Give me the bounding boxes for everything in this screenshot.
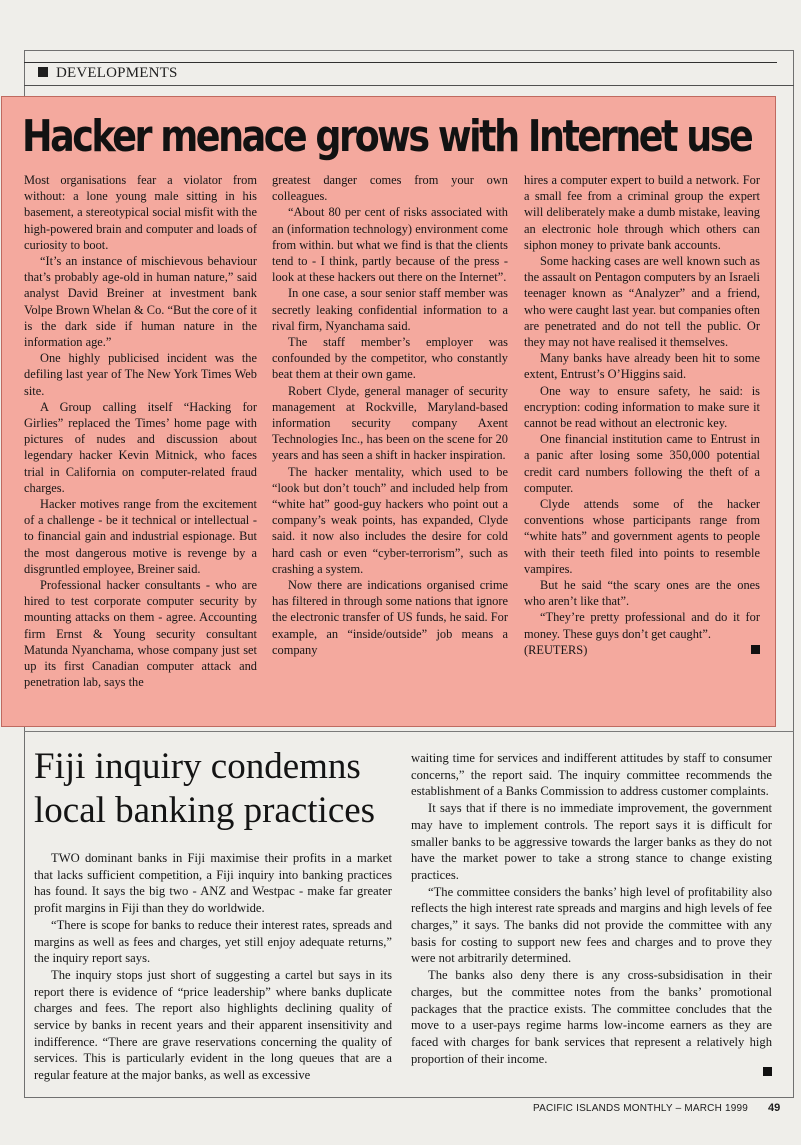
paragraph: Many banks have already been hit to some extent, Entrust’s O’Higgins said.: [524, 351, 760, 382]
end-mark-icon: [763, 1067, 772, 1076]
section-header: [38, 65, 178, 82]
section-top-rule: [24, 62, 777, 63]
paragraph: Hacker motives range from the excitement of a challenge - be it technical or intellectual - to financial gain and industrial espionage. But the most dangerous motive is revenge by a disgruntled employee, Breiner said.: [24, 497, 257, 576]
paragraph: Most organisations fear a violator from without: a lone young male sitting in his basement, a stereotypical social misfit with the high-powered brain and computer and loads of curiosity to boot.: [24, 173, 257, 252]
paragraph: Robert Clyde, general manager of security management at Rockville, Maryland-based information security company Axent Technologies Inc., has been on the scene for 20 years and has seen a shift in hacker inspiration.: [272, 383, 508, 463]
paragraph: “They’re pretty professional and do it for money. These guys don’t get caught”.: [524, 610, 760, 641]
paragraph: One financial institution came to Entrust in a panic after losing some 350,000 potential credit card numbers following the theft of a computer.: [524, 432, 760, 495]
paragraph: Professional hacker consultants - who are hired to test corporate computer security by mounting attacks on them - agree. Accounting firm Ernst & Young security consultant Matunda Nyanchama, whose company just set up its first Canadian computer attack and penetration lab, says the: [24, 578, 257, 690]
byline-row: [524, 642, 760, 658]
byline: (REUTERS): [524, 642, 588, 657]
paragraph: It says that if there is no immediate improvement, the government may have to implement controls. The report says it is difficult for smaller banks to be aggressive towards the larger banks as they do not have the market power to take a strong stance to change existing practices.: [411, 801, 772, 882]
paragraph: One highly publicised incident was the defiling last year of The New York Times Web site.: [24, 351, 257, 398]
paragraph: “It’s an instance of mischievous behaviour that’s probably age-old in human nature,” said analyst David Breiner at investment bank Volpe Brown Whelan & Co. “But the core of it is the dark side if human nature in the information age.”: [24, 254, 257, 350]
paragraph: The inquiry stops just short of suggesting a cartel but says in its report there is evidence of “price leadership” where banks duplicate charges and fees. The report also highlights declining quality of service by banks in recent years and their apparent insensitivity and indifference. “There are grave reservations concerning the quality of services. This is particularly evident in the long queues that are a regular feature at the major banks, as well as excessive: [34, 967, 392, 1083]
paragraph: greatest danger comes from your own colleagues.: [272, 173, 508, 204]
hacker-article-column-1: [24, 172, 257, 717]
fiji-article-column-1: [34, 850, 392, 1090]
hacker-article-column-3: [524, 172, 760, 717]
paragraph: Now there are indications organised crime has filtered in through some nations that ignore the electronic transfer of US funds, he said. For example, an “inside/outside” job means a company: [272, 578, 508, 657]
hacker-article-headline: Hacker menace grows with Internet use: [22, 111, 752, 162]
section-bullet-icon: [38, 67, 48, 77]
article-divider: [24, 731, 794, 732]
paragraph: “There is scope for banks to reduce their interest rates, spreads and margins as well as fees and charges, yet still enjoy adequate returns,” the inquiry report says.: [34, 917, 392, 966]
hacker-article-column-2: [272, 172, 508, 717]
paragraph: But he said “the scary ones are the ones who aren’t like that”.: [524, 578, 760, 609]
page-number: 49: [768, 1102, 781, 1114]
paragraph: TWO dominant banks in Fiji maximise their profits in a market that lacks sufficient competition, a Fiji inquiry into banking practices has found. It says the big two - ANZ and Westpac - make far greater profit margins in Fiji than they do worldwide.: [34, 851, 392, 916]
section-bottom-rule: [24, 85, 794, 86]
paragraph: Clyde attends some of the hacker conventions whose participants range from “white hats” and government agents to people with their teeth filed into points to resemble vampires.: [524, 497, 760, 576]
paragraph: The staff member’s employer was confounded by the competitor, who constantly beat them at their own game.: [272, 335, 508, 382]
paragraph: hires a computer expert to build a network. For a small fee from a criminal group the expert will deliberately make a dumb mistake, leaving an electronic hole through which others can siphon money to private bank accounts.: [524, 173, 760, 252]
paragraph: The hacker mentality, which used to be “look but don’t touch” and included help from “white hat” good-guy hackers who point out a company’s weak points, has expanded, Clyde said. it now also includes the desire for cold hard cash or even “cyber-terrorism”, such as crashing a system.: [272, 464, 508, 576]
paragraph: The banks also deny there is any cross-subsidisation in their charges, but the committee notes from the banks’ promotional packages that the practice exists. The committee concludes that the move to a user-pays regime harms low-income earners as they are faced with charges for bank services that represent a relatively high proportion of their income.: [411, 968, 772, 1066]
end-row: [411, 1067, 772, 1076]
paragraph: A Group calling itself “Hacking for Girlies” replaced the Times’ home page with pictures of nudes and discussion about legendary hacker Kevin Mitnick, who faces trial in California on computer-related fraud charges.: [24, 399, 257, 495]
fiji-article-column-2: [411, 750, 772, 1090]
paragraph: “About 80 per cent of risks associated with an (information technology) environment come from within. but what we find is that the clients tend to - I think, partly because of the press - look at these hackers out there on the Internet”.: [272, 205, 508, 285]
paragraph: Some hacking cases are well known such as the assault on Pentagon computers by an Israeli teenager known as “Analyzer” and a friend, who were caught last year. but companies often are penetrated and do not tell the public. Or they may not have realised it themselves.: [524, 254, 760, 350]
paragraph: “The committee considers the banks’ high level of profitability also reflects the high interest rate spreads and margins and high levels of fee charges,” it says. The banks did not provide the committee with any basis for costing to support new fees and charges and to prove they were not arbitrarily determined.: [411, 884, 772, 966]
paragraph: One way to ensure safety, he said: is encryption: coding information to make sure it cannot be read without an electronic key.: [524, 383, 760, 431]
publication-footer: PACIFIC ISLANDS MONTHLY – MARCH 1999: [533, 1103, 749, 1114]
paragraph: In one case, a sour senior staff member was secretly leaking confidential information to a rival firm, Nyanchama said.: [272, 286, 508, 333]
end-mark-icon: [751, 645, 760, 654]
paragraph: waiting time for services and indifferent attitudes by staff to consumer concerns,” the report said. The inquiry committee recommends the establishment of a Banks Commission to address customer complaints.: [411, 751, 772, 799]
fiji-article-headline: Fiji inquiry condemns local banking practices: [34, 746, 376, 831]
section-label: DEVELOPMENTS: [56, 65, 178, 81]
